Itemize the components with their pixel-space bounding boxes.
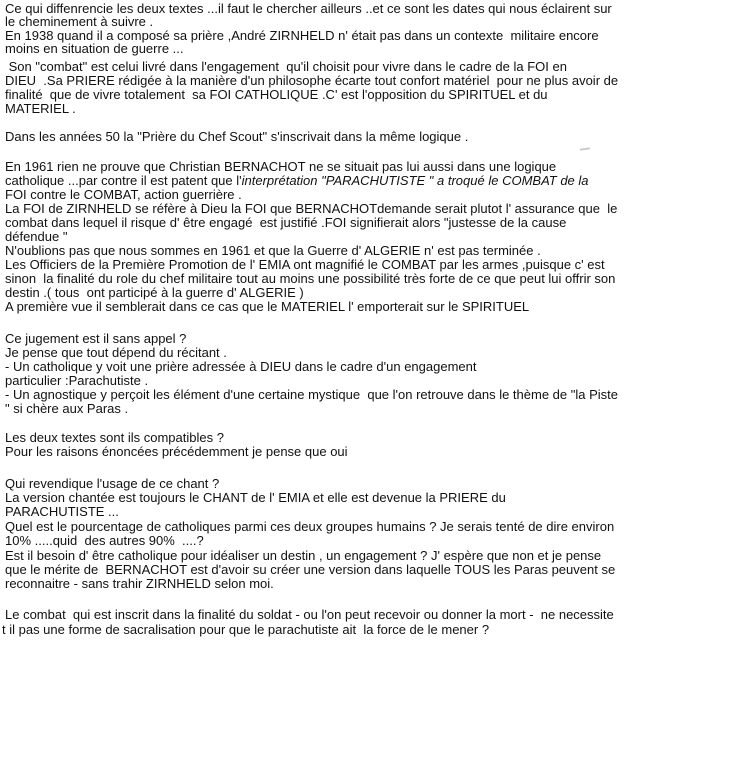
text-line: DIEU .Sa PRIERE rédigée à la manière d'un philosophe écarte tout confort matériel pour ne plus avoir de — [5, 73, 619, 88]
scan-speck — [580, 147, 590, 150]
text-line: Est il besoin d' être catholique pour idéaliser un destin , un engagement ? J' espère que non et je pense — [5, 548, 602, 563]
text-line: Ce jugement est il sans appel ? — [5, 331, 187, 346]
text-line: Ce qui diffenrencie les deux textes ...il faut le chercher ailleurs ..et ce sont les dates qui nous éclairent sur — [5, 1, 612, 16]
text-line: PARACHUTISTE ... — [5, 504, 119, 519]
text-line: En 1961 rien ne prouve que Christian BERNACHOT ne se situait pas lui aussi dans une logique — [5, 159, 557, 174]
text-line: - Un agnostique y perçoit les élément d'une certaine mystique que l'on retrouve dans le thème de "la Piste — [5, 387, 618, 402]
text-line: Les Officiers de la Première Promotion de l' EMIA ont magnifié le COMBAT par les armes ,puisque c' est — [5, 257, 605, 272]
text-line: Pour les raisons énoncées précédemment je pense que oui — [5, 444, 348, 459]
text-line: FOI contre le COMBAT, action guerrière . — [5, 187, 242, 202]
text-line: le cheminement à suivre . — [5, 14, 154, 29]
text-run: catholique ...par contre il est patent que l' — [5, 173, 242, 188]
text-line: - Un catholique y voit une prière adressée à DIEU dans le cadre d'un engagement — [5, 359, 477, 374]
text-line: 10% .....quid des autres 90% ....? — [5, 533, 204, 548]
text-line: Les deux textes sont ils compatibles ? — [5, 430, 224, 445]
text-line: MATERIEL . — [5, 101, 76, 116]
text-line: Je pense que tout dépend du récitant . — [5, 345, 227, 360]
text-line: reconnaitre - sans trahir ZIRNHELD selon moi. — [5, 576, 274, 591]
text-line: finalité que de vivre totalement sa FOI CATHOLIQUE .C' est l'opposition du SPIRITUEL et du — [5, 87, 548, 102]
text-line: combat dans lequel il risque d' être engagé est justifié .FOI signifierait alors "justesse de la cause — [5, 215, 567, 230]
text-line: défendue " — [5, 229, 68, 244]
text-line: destin .( tous ont participé à la guerre d' ALGERIE ) — [5, 285, 304, 300]
text-line: Qui revendique l'usage de ce chant ? — [5, 476, 220, 491]
text-line: t il pas une forme de sacralisation pour que le parachutiste ait la force de le mener ? — [2, 622, 490, 637]
text-line: Dans les années 50 la "Prière du Chef Scout" s'inscrivait dans la même logique . — [5, 129, 469, 144]
text-line: A première vue il semblerait dans ce cas que le MATERIEL l' emporterait sur le SPIRITUEL — [5, 299, 530, 314]
text-line: La version chantée est toujours le CHANT de l' EMIA et elle est devenue la PRIERE du — [5, 490, 506, 505]
italic-text-run: interprétation "PARACHUTISTE " a troqué le COMBAT de la — [241, 173, 589, 188]
text-line: que le mérite de BERNACHOT est d'avoir su créer une version dans laquelle TOUS les Paras peuvent se — [5, 562, 616, 577]
text-line — [5, 174, 589, 188]
text-line: La FOI de ZIRNHELD se réfère à Dieu la FOI que BERNACHOTdemande serait plutot l' assurance que le — [5, 201, 618, 216]
text-line: " si chère aux Paras . — [5, 401, 129, 416]
text-line: Son "combat" est celui livré dans l'engagement qu'il choisit pour vivre dans le cadre de la FOI en — [5, 59, 567, 74]
text-line: Quel est le pourcentage de catholiques parmi ces deux groupes humains ? Je serais tenté de dire environ — [5, 519, 615, 534]
text-line: Le combat qui est inscrit dans la finalité du soldat - ou l'on peut recevoir ou donner la mort - ne necessite — [5, 607, 614, 622]
text-line: En 1938 quand il a composé sa prière ,André ZIRNHELD n' était pas dans un contexte militaire encore — [5, 28, 599, 43]
text-line: moins en situation de guerre ... — [5, 41, 184, 56]
text-line: N'oublions pas que nous sommes en 1961 et que la Guerre d' ALGERIE n' est pas terminée . — [5, 243, 541, 258]
text-line: particulier :Parachutiste . — [5, 373, 149, 388]
text-line: sinon la finalité du role du chef militaire tout au moins une possibilité très forte de ce que peut lui offrir son — [5, 271, 616, 286]
